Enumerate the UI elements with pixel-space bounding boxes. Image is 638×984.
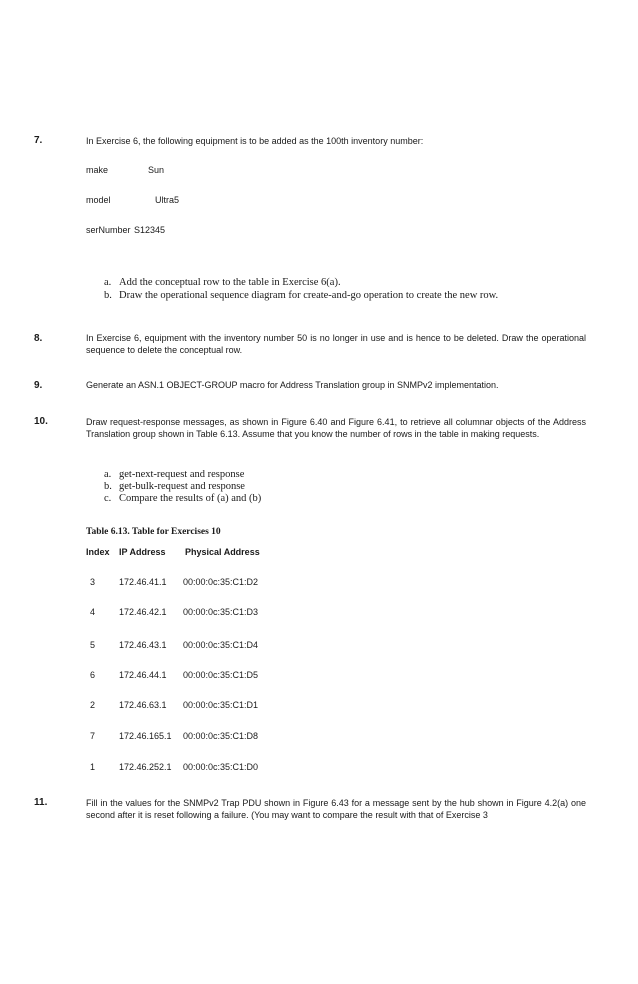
row-index: 6	[90, 670, 96, 680]
row-ip: 172.46.43.1	[119, 640, 167, 650]
exercise-8-number: 8.	[34, 333, 43, 344]
make-value: Sun	[148, 165, 165, 175]
exercise-10-item-c-marker: c.	[104, 493, 112, 504]
exercise-8-text: In Exercise 6, equipment with the inventory number 50 is no longer in use and is hence to be deleted. Draw the operational sequence to delete the conceptual row.	[86, 333, 586, 355]
row-ip: 172.46.165.1	[119, 731, 172, 741]
exercise-7-item-b-text: Draw the operational sequence diagram for create-and-go operation to create the new row.	[119, 290, 499, 301]
row-physical: 00:00:0c:35:C1:D2	[183, 577, 259, 587]
exercise-7-item-b-marker: b.	[104, 290, 112, 301]
serial-label: serNumber	[86, 225, 131, 235]
exercise-10-text: Draw request-response messages, as shown in Figure 6.40 and Figure 6.41, to retrieve all columnar objects of the Address Translation group shown in Table 6.13. Assume that you know the number of rows in the table in making requests.	[86, 417, 586, 439]
exercise-10-item-c-text: Compare the results of (a) and (b)	[119, 493, 262, 504]
row-physical: 00:00:0c:35:C1:D3	[183, 607, 259, 617]
row-physical: 00:00:0c:35:C1:D0	[183, 762, 259, 772]
row-ip: 172.46.44.1	[119, 670, 167, 680]
table-header-physical: Physical Address	[185, 547, 260, 557]
row-ip: 172.46.252.1	[119, 762, 172, 772]
table-header-index: Index	[86, 547, 110, 557]
exercise-7-item-a-marker: a.	[104, 277, 112, 288]
row-ip: 172.46.41.1	[119, 577, 167, 587]
row-index: 3	[90, 577, 96, 587]
row-ip: 172.46.42.1	[119, 607, 167, 617]
exercise-11-number: 11.	[34, 797, 48, 808]
exercise-7-text: In Exercise 6, the following equipment is to be added as the 100th inventory number:	[86, 136, 424, 146]
row-index: 2	[90, 700, 96, 710]
serial-value: S12345	[134, 225, 166, 235]
row-physical: 00:00:0c:35:C1:D4	[183, 640, 259, 650]
row-index: 4	[90, 607, 96, 617]
exercise-10-item-a-text: get-next-request and response	[119, 469, 245, 480]
exercise-10-item-b-text: get-bulk-request and response	[119, 481, 245, 492]
exercise-7-number: 7.	[34, 135, 43, 146]
exercise-9-number: 9.	[34, 380, 43, 391]
exercise-10-item-a-marker: a.	[104, 469, 112, 480]
row-physical: 00:00:0c:35:C1:D8	[183, 731, 259, 741]
row-index: 1	[90, 762, 96, 772]
row-physical: 00:00:0c:35:C1:D5	[183, 670, 259, 680]
exercise-10-number: 10.	[34, 416, 48, 427]
exercise-10-item-b-marker: b.	[104, 481, 112, 492]
exercise-7-item-a-text: Add the conceptual row to the table in Exercise 6(a).	[119, 277, 341, 288]
model-label: model	[86, 195, 111, 205]
row-index: 5	[90, 640, 96, 650]
make-label: make	[86, 165, 109, 175]
row-ip: 172.46.63.1	[119, 700, 167, 710]
model-value: Ultra5	[155, 195, 180, 205]
row-physical: 00:00:0c:35:C1:D1	[183, 700, 259, 710]
table-header-ip: IP Address	[119, 547, 166, 557]
exercise-9-text: Generate an ASN.1 OBJECT-GROUP macro for Address Translation group in SNMPv2 implementation.	[86, 380, 499, 390]
row-index: 7	[90, 731, 96, 741]
exercise-11-text: Fill in the values for the SNMPv2 Trap PDU shown in Figure 6.43 for a message sent by the hub shown in Figure 4.2(a) one second after it is reset following a failure. (You may want to compare the result with that of Exercise 3	[86, 798, 586, 820]
table-caption: Table 6.13. Table for Exercises 10	[86, 527, 221, 537]
